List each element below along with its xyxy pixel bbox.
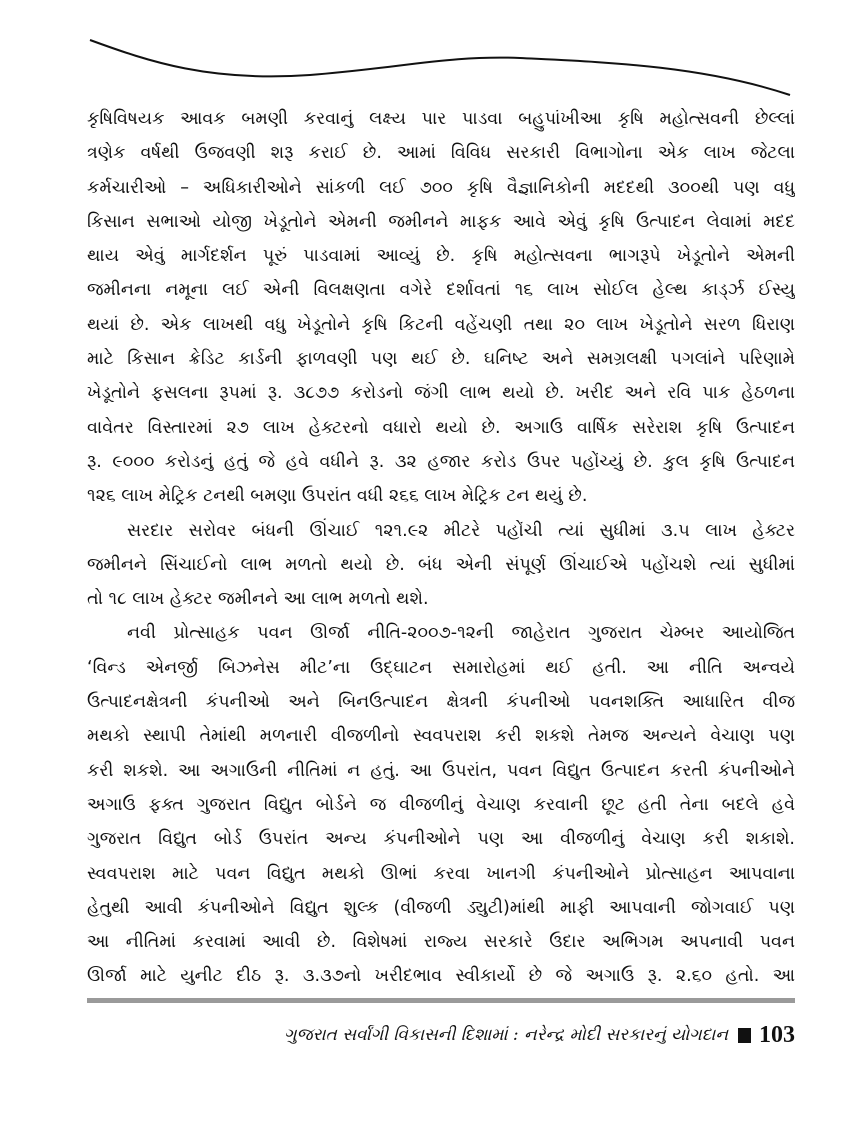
page-number: 103 — [759, 1021, 795, 1048]
text-line: મથકો સ્થાપી તેમાંથી મળનારી વીજળીનો સ્વવપરાશ કરી શકશે તેમજ અન્યને વેચાણ પણ — [87, 726, 795, 747]
footer-divider — [87, 998, 795, 1003]
text-line: ઉત્પાદનક્ષેત્રની કંપનીઓ અને બિનઉત્પાદન ક્ષેત્રની કંપનીઓ પવનશક્તિ આધારિત વીજ — [87, 692, 795, 713]
text-line: હેતુથી આવી કંપનીઓને વિદ્યુત શુલ્ક (વીજળી ડ્યુટી)માંથી માફી આપવાની જોગવાઈ પણ — [87, 897, 795, 918]
text-line: માટે કિસાન ક્રેડિટ કાર્ડની ફાળવણી પણ થઈ છે. ઘનિષ્ટ અને સમગ્રલક્ષી પગલાંને પરિણામે — [87, 349, 795, 370]
text-line: જમીનના નમૂના લઈ એની વિલક્ષણતા વગેરે દર્શાવતાં ૧૬ લાખ સોઈલ હેલ્થ કાર્ડ્ઝ ઈસ્યુ — [87, 280, 795, 301]
book-title: ગુજરાત સર્વાંગી વિકાસની દિશામાં : નરેન્દ્ર મોદી સરકારનું યોગદાન — [284, 1025, 728, 1045]
text-line: કરી શકશે. આ અગાઉની નીતિમાં ન હતું. આ ઉપરાંત, પવન વિદ્યુત ઉત્પાદન કરતી કંપનીઓને — [87, 760, 795, 781]
text-line: ખેડૂતોને ફસલના રૂપમાં રૂ. ૩૮૭૭ કરોડનો જંગી લાભ થયો છે. ખરીદ અને રવિ પાક હેઠળના — [87, 383, 795, 404]
text-line: કિસાન સભાઓ યોજી ખેડૂતોને એમની જમીનને માફક આવે એવું કૃષિ ઉત્પાદન લેવામાં મદદ — [87, 211, 795, 232]
text-line: ઊર્જા માટે યુનીટ દીઠ રૂ. ૩.૩૭નો ખરીદભાવ સ્વીકાર્યો છે જે અગાઉ રૂ. ૨.૬૦ હતો. આ — [87, 966, 795, 987]
text-line: થાય એવું માર્ગદર્શન પૂરું પાડવામાં આવ્યું છે. કૃષિ મહોત્સવના ભાગરૂપે ખેડૂતોને એમની — [87, 246, 795, 267]
text-line: રૂ. ૯૦૦૦ કરોડનું હતું જે હવે વધીને રૂ. ૩૨ હજાર કરોડ ઉપર પહોંચ્યું છે. કુલ કૃષિ ઉત્પાદન — [87, 451, 795, 472]
text-line: થયાં છે. એક લાખથી વધુ ખેડૂતોને કૃષિ કિટની વહેંચણી તથા ૨૦ લાખ ખેડૂતોને સરળ ધિરાણ — [87, 314, 795, 335]
text-line: ગુજરાત વિદ્યુત બોર્ડ ઉપરાંત અન્ય કંપનીઓને પણ આ વીજળીનું વેચાણ કરી શકાશે. — [87, 829, 795, 850]
text-line: જમીનને સિંચાઈનો લાભ મળતો થયો છે. બંધ એની સંપૂર્ણ ઊંચાઈએ પહોંચશે ત્યાં સુધીમાં — [87, 554, 795, 575]
text-line: અગાઉ ફક્ત ગુજરાત વિદ્યુત બોર્ડને જ વીજળીનું વેચાણ કરવાની છૂટ હતી તેના બદલે હવે — [87, 794, 795, 815]
article-body — [87, 102, 795, 994]
text-line: આ નીતિમાં કરવામાં આવી છે. વિશેષમાં રાજ્ય સરકારે ઉદાર અભિગમ અપનાવી પવન — [87, 932, 795, 953]
page-footer — [87, 1020, 795, 1050]
text-line: વાવેતર વિસ્તારમાં ૨૭ લાખ હેક્ટરનો વધારો થયો છે. અગાઉ વાર્ષિક સરેરાશ કૃષિ ઉત્પાદન — [87, 417, 795, 438]
text-line: તો ૧૮ લાખ હેક્ટર જમીનને આ લાભ મળતો થશે. — [87, 589, 429, 610]
text-line: ૧૨૬ લાખ મેટ્રિક ટનથી બમણા ઉપરાંત વધી ૨૬૬ લાખ મેટ્રિક ટન થયું છે. — [87, 486, 588, 507]
square-bullet-icon — [738, 1028, 751, 1043]
text-line: કૃષિવિષયક આવક બમણી કરવાનું લક્ષ્ય પાર પાડવા બહુપાંખીઆ કૃષિ મહોત્સવની છેલ્લાં — [87, 109, 795, 129]
text-line: સરદાર સરોવર બંધની ઊંચાઈ ૧૨૧.૯૨ મીટરે પહોંચી ત્યાં સુધીમાં ૩.૫ લાખ હેક્ટર — [127, 520, 795, 541]
text-line: નવી પ્રોત્સાહક પવન ઊર્જા નીતિ-૨૦૦૭-૧૨ની જાહેરાત ગુજરાત ચેમ્બર આયોજિત — [127, 623, 795, 644]
decorative-wave-line — [0, 0, 855, 110]
text-line: કર્મચારીઓ – અધિકારીઓને સાંકળી લઈ ૭૦૦ કૃષિ વૈજ્ઞાનિકોની મદદથી ૩૦૦થી પણ વધુ — [87, 177, 795, 198]
text-line: સ્વવપરાશ માટે પવન વિદ્યુત મથકો ઊભાં કરવા ખાનગી કંપનીઓને પ્રોત્સાહન આપવાના — [87, 863, 795, 884]
text-line: ત્રણેક વર્ષથી ઉજવણી શરૂ કરાઈ છે. આમાં વિવિધ સરકારી વિભાગોના એક લાખ જેટલા — [87, 143, 795, 164]
text-line: ‘વિન્ડ એનર્જી બિઝનેસ મીટ’ના ઉદ્‌ઘાટન સમારોહમાં થઈ હતી. આ નીતિ અન્વયે — [87, 657, 795, 678]
